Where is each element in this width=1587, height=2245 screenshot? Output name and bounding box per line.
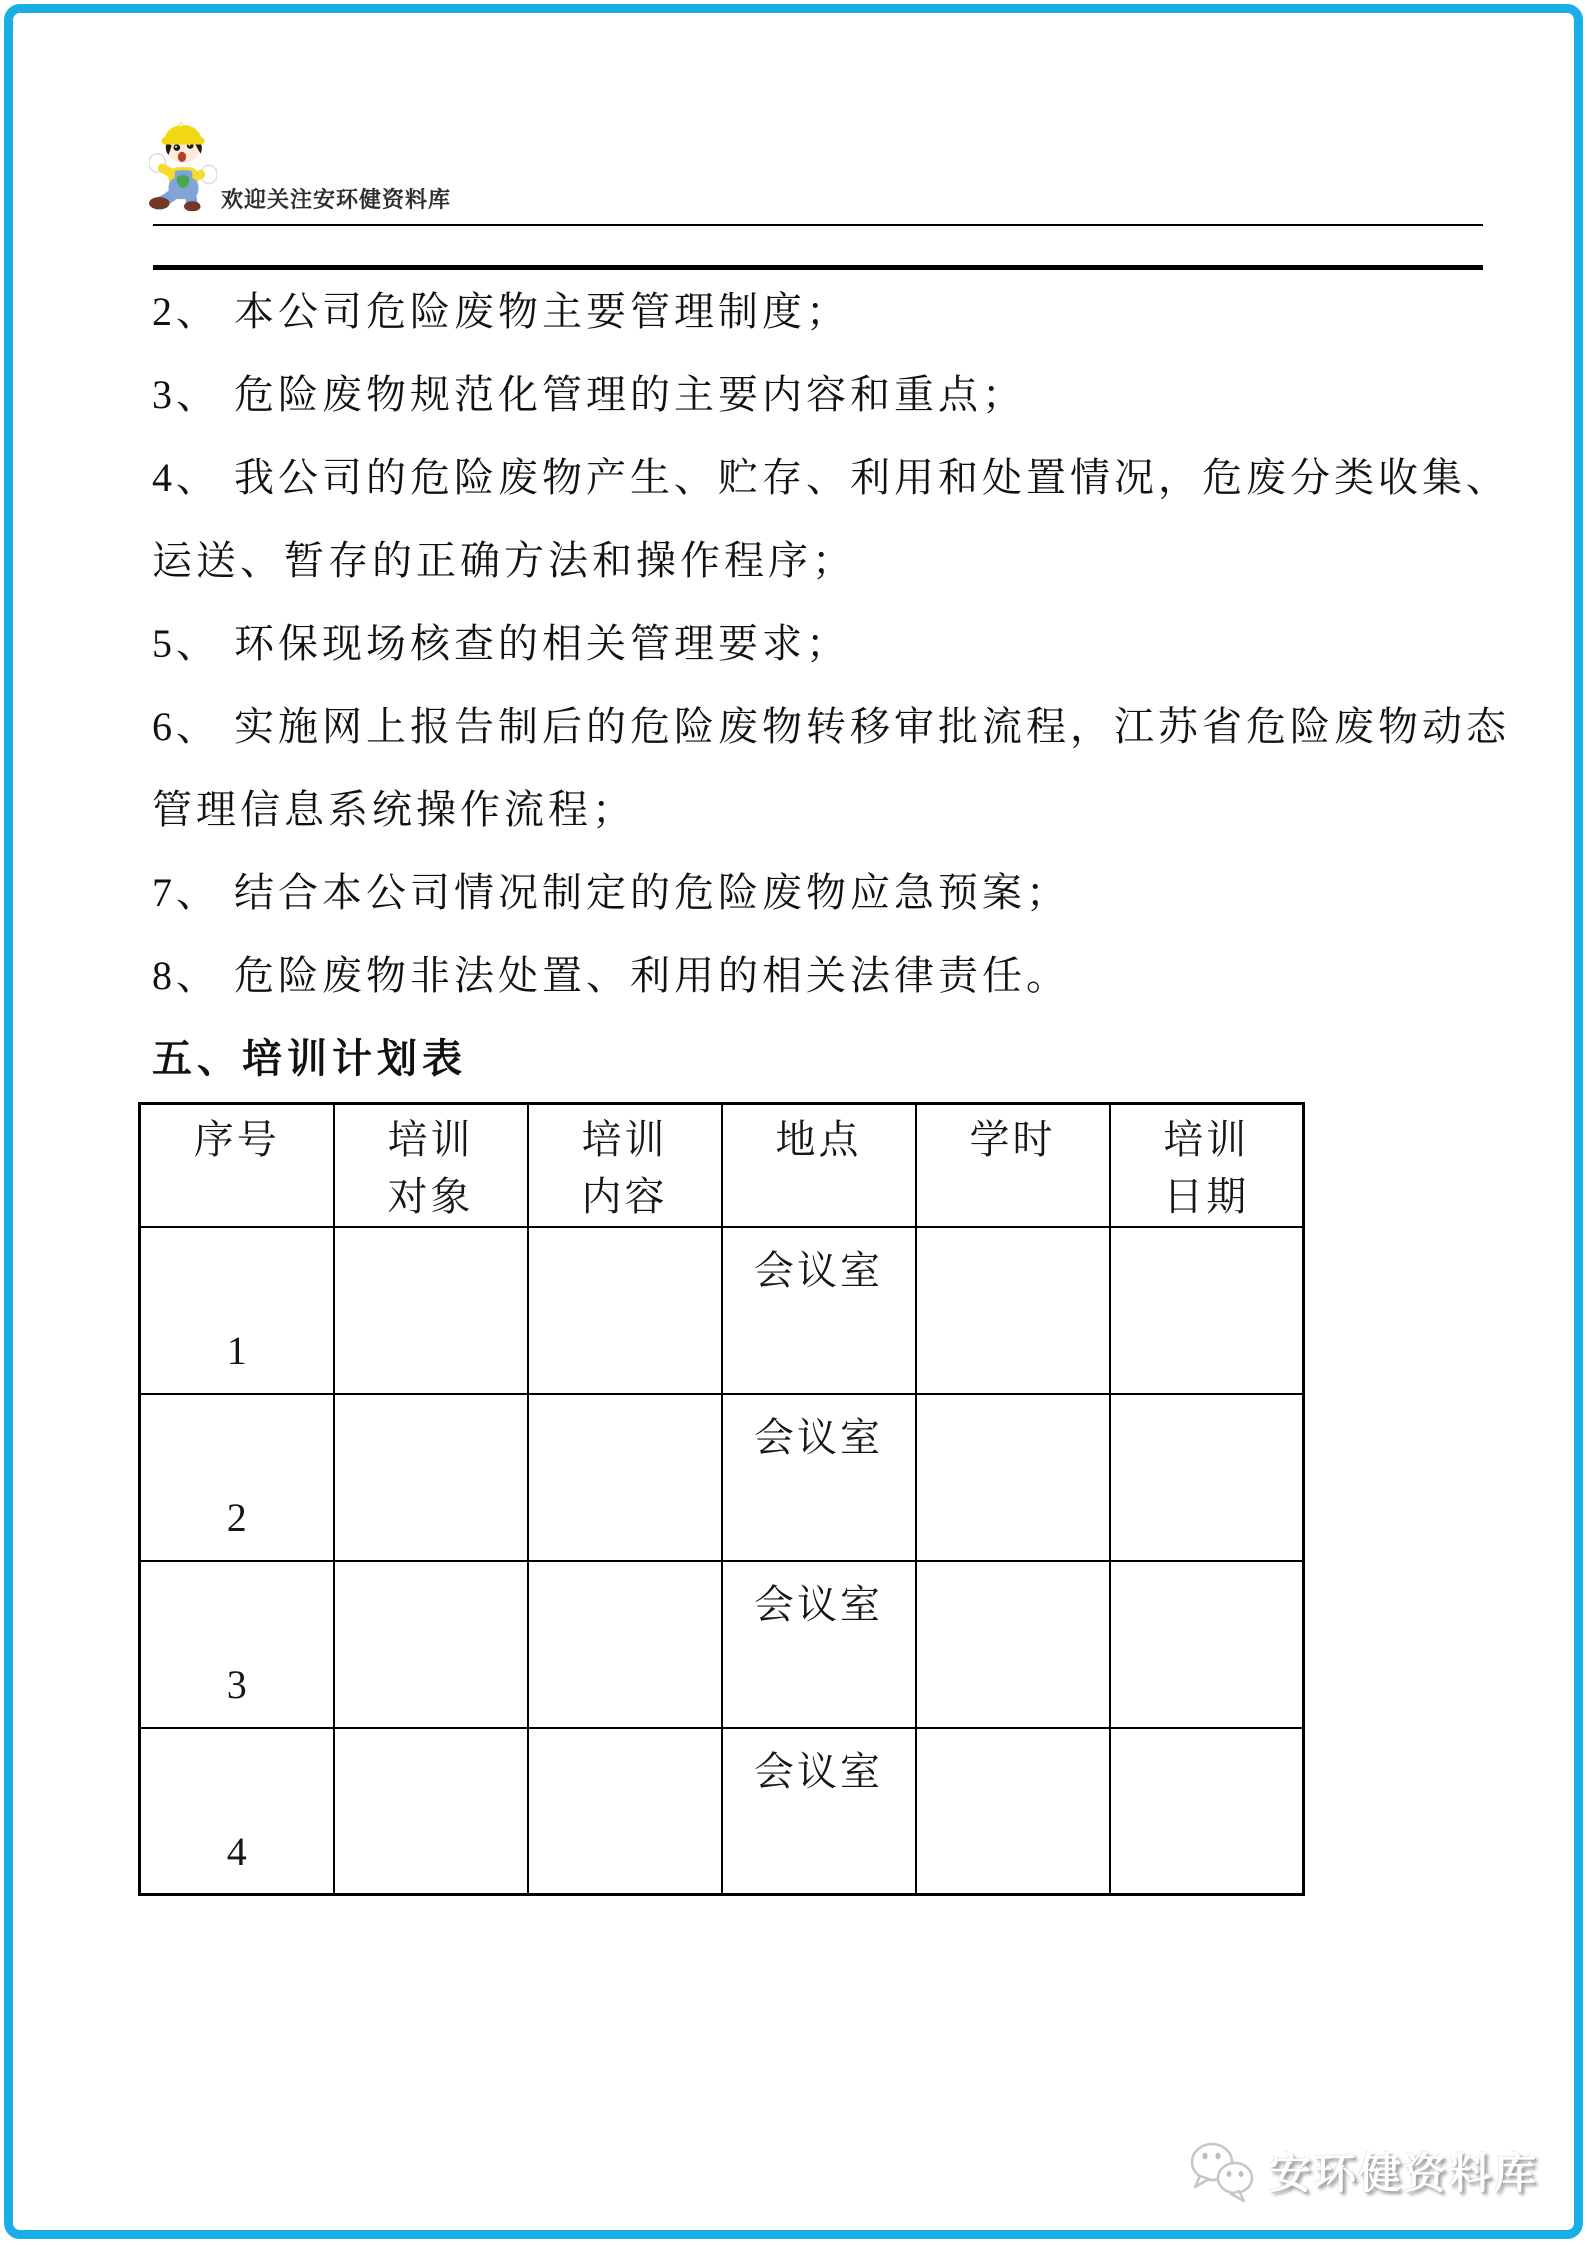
cell-target xyxy=(334,1227,528,1394)
table-row-4 xyxy=(140,1728,1304,1895)
list-item-2: 2、 本公司危险废物主要管理制度； xyxy=(152,289,850,334)
list-item-5: 5、 环保现场核查的相关管理要求； xyxy=(152,621,850,666)
cell-content xyxy=(528,1561,722,1728)
header-cell-target: 培训 对象 xyxy=(334,1104,528,1227)
table-row-1 xyxy=(140,1227,1304,1394)
header-cell-seq: 序号 xyxy=(140,1104,334,1227)
header-cell-date: 培训 日期 xyxy=(1110,1104,1304,1227)
wechat-icon xyxy=(1187,2138,1259,2204)
list-item-6-line-2: 管理信息系统操作流程； xyxy=(152,787,636,832)
cell-location: 会议室 xyxy=(722,1227,916,1394)
training-plan-table xyxy=(138,1102,1305,1896)
cell-date xyxy=(1110,1728,1304,1895)
cell-location: 会议室 xyxy=(722,1394,916,1561)
table-row-2 xyxy=(140,1394,1304,1561)
header-rule-thin xyxy=(153,224,1483,226)
cell-hours xyxy=(916,1561,1110,1728)
cell-content xyxy=(528,1728,722,1895)
footer-watermark xyxy=(1187,2138,1539,2204)
cell-hours xyxy=(916,1394,1110,1561)
table-row-3 xyxy=(140,1561,1304,1728)
cell-date xyxy=(1110,1561,1304,1728)
cell-seq: 1 xyxy=(140,1227,334,1394)
section-heading: 五、培训计划表 xyxy=(152,1036,467,1081)
cell-target xyxy=(334,1394,528,1561)
cell-seq: 3 xyxy=(140,1561,334,1728)
list-item-8: 8、 危险废物非法处置、利用的相关法律责任。 xyxy=(152,953,1070,998)
header-brand-text: 欢迎关注安环健资料库 xyxy=(221,187,452,212)
cell-hours xyxy=(916,1227,1110,1394)
list-item-7: 7、 结合本公司情况制定的危险废物应急预案； xyxy=(152,870,1070,915)
cell-target xyxy=(334,1561,528,1728)
cell-content xyxy=(528,1394,722,1561)
header-cell-hours: 学时 xyxy=(916,1104,1110,1227)
cell-date xyxy=(1110,1227,1304,1394)
cell-target xyxy=(334,1728,528,1895)
list-item-4-line-2: 运送、暂存的正确方法和操作程序； xyxy=(152,538,856,583)
document-body xyxy=(152,270,1542,1100)
list-item-3: 3、 危险废物规范化管理的主要内容和重点； xyxy=(152,372,1026,417)
cell-seq: 4 xyxy=(140,1728,334,1895)
cell-seq: 2 xyxy=(140,1394,334,1561)
cell-location: 会议室 xyxy=(722,1728,916,1895)
worker-mascot-icon xyxy=(149,111,217,211)
list-item-4-line-1: 4、 我公司的危险废物产生、贮存、利用和处置情况，危废分类收集、 xyxy=(152,455,1510,500)
cell-location: 会议室 xyxy=(722,1561,916,1728)
footer-brand-text: 安环健资料库 xyxy=(1268,2150,1539,2197)
header-cell-location: 地点 xyxy=(722,1104,916,1227)
header-cell-content: 培训 内容 xyxy=(528,1104,722,1227)
cell-content xyxy=(528,1227,722,1394)
cell-date xyxy=(1110,1394,1304,1561)
cell-hours xyxy=(916,1728,1110,1895)
table-header-row xyxy=(140,1104,1304,1227)
list-item-6-line-1: 6、 实施网上报告制后的危险废物转移审批流程，江苏省危险废物动态 xyxy=(152,704,1510,749)
